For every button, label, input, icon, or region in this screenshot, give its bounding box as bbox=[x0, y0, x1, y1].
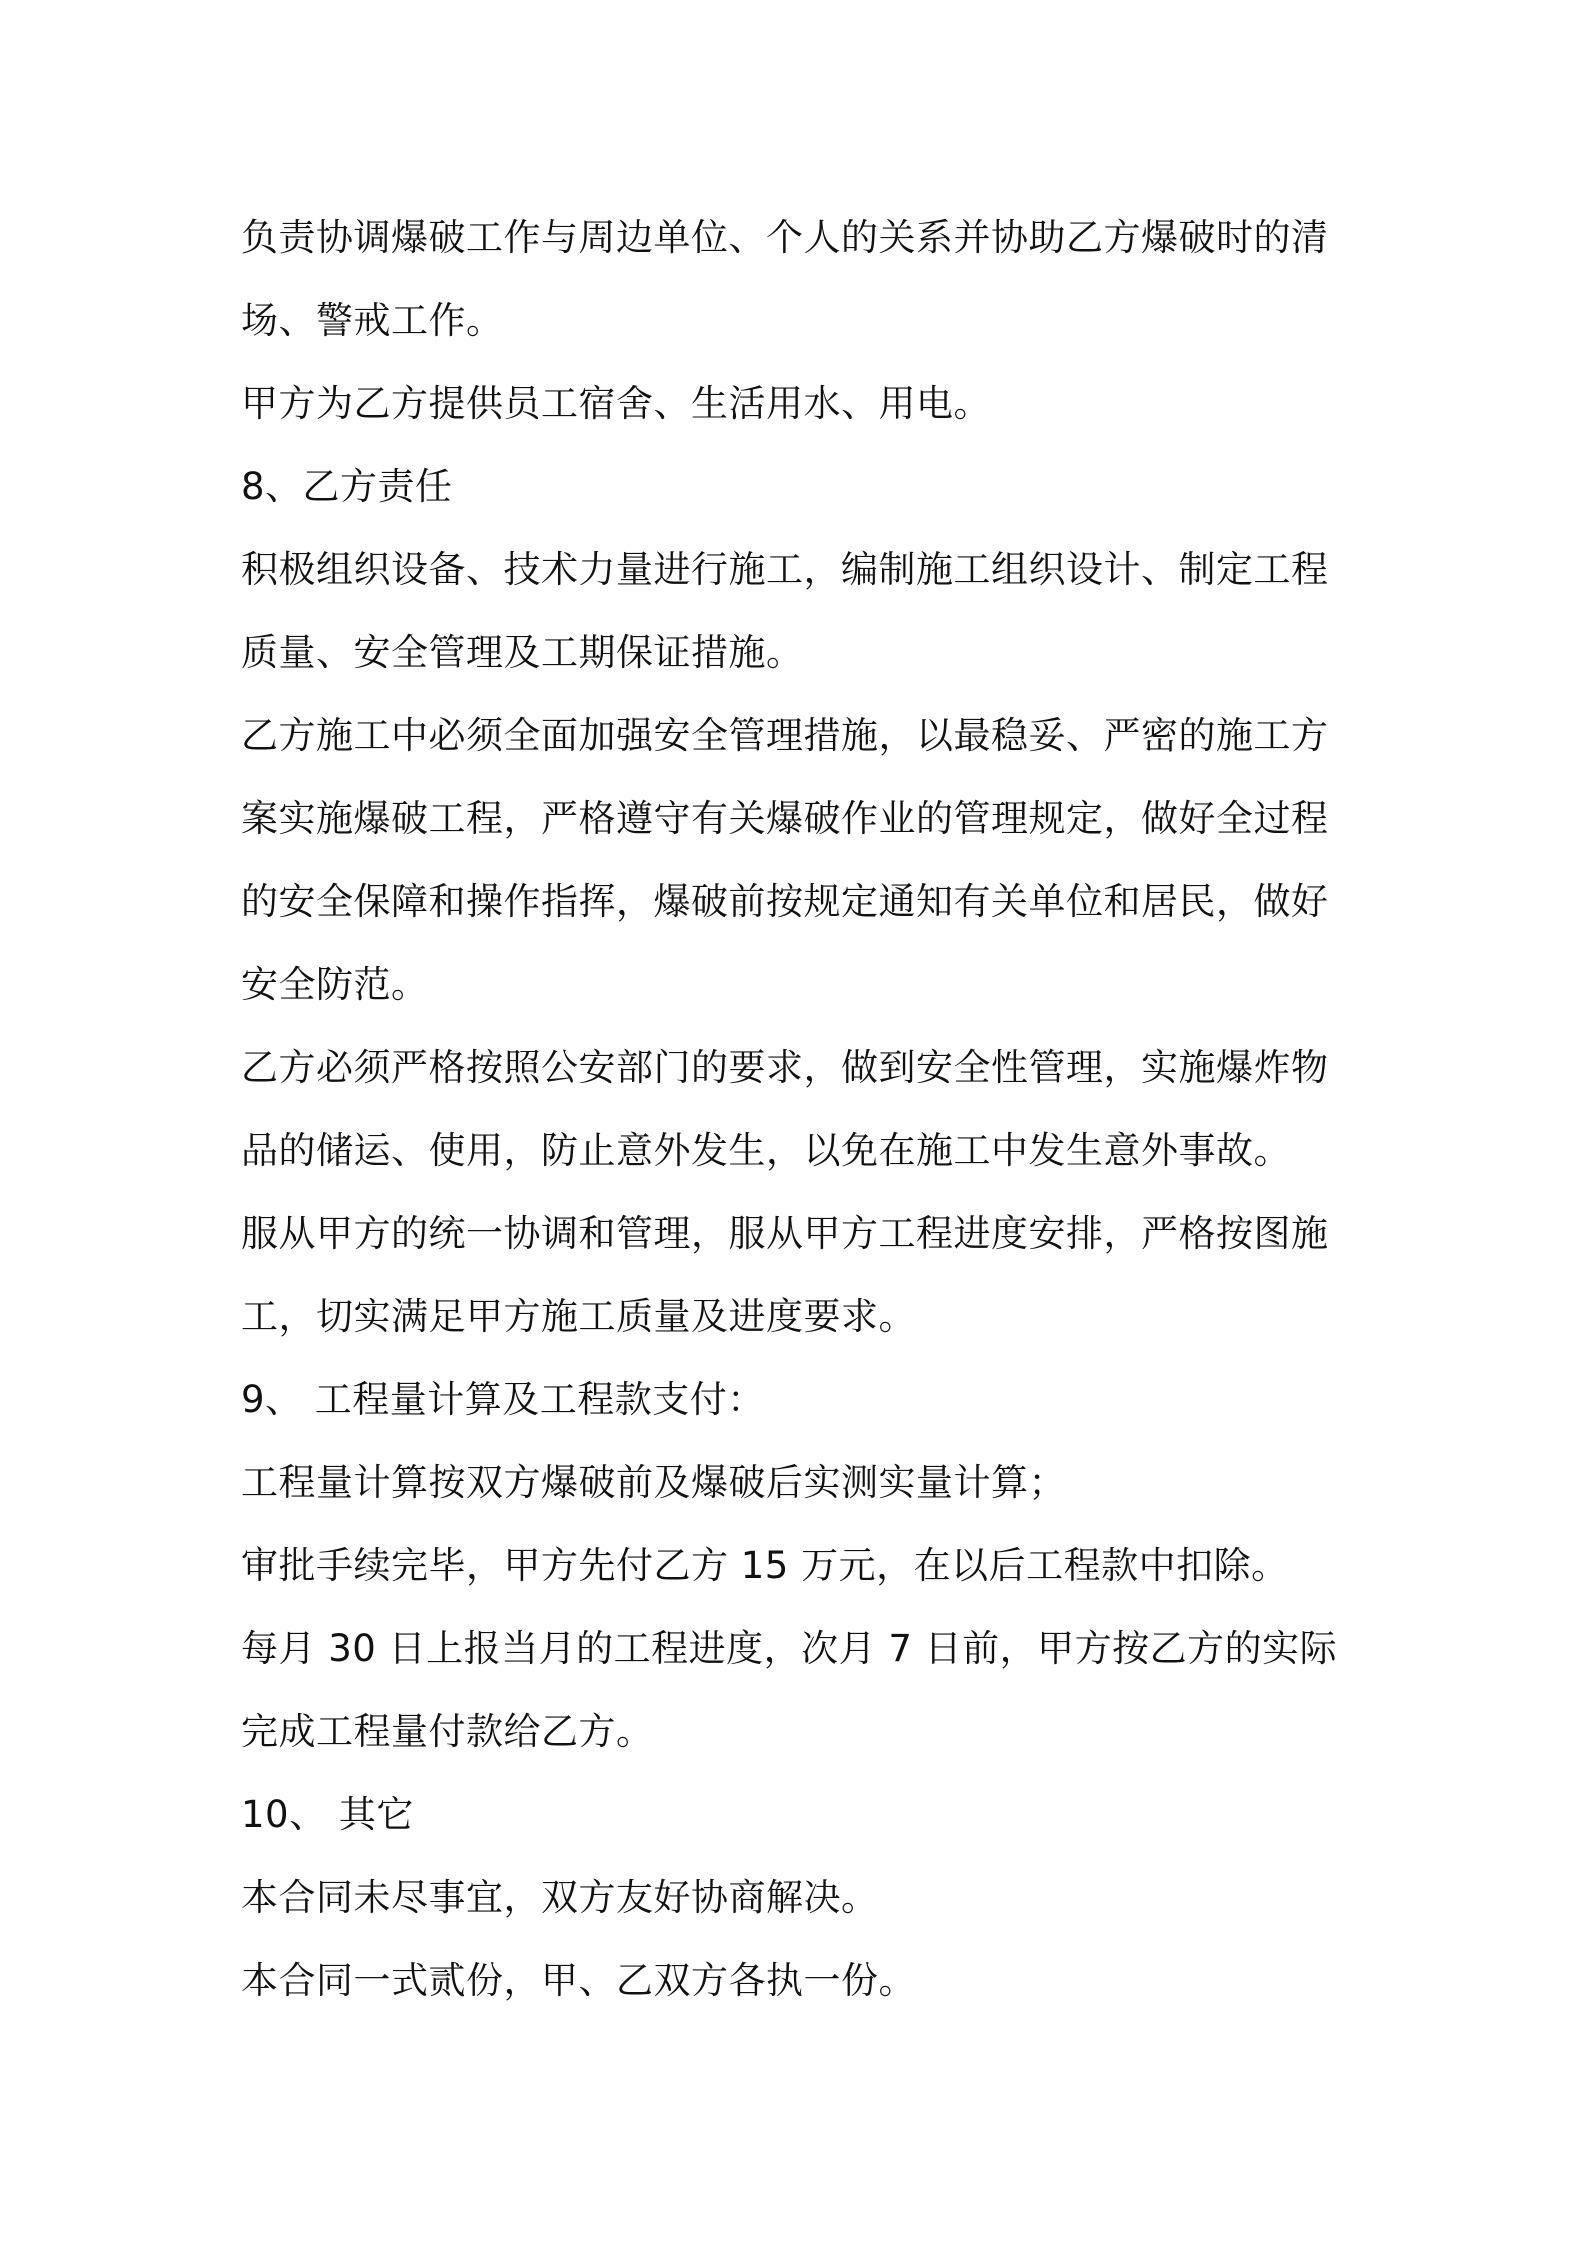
document-body bbox=[241, 196, 1361, 2022]
paragraph-advance-payment: 审批手续完毕，甲方先付乙方 15 万元，在以后工程款中扣除。 bbox=[241, 1544, 1289, 1587]
paragraph-organize-equipment: 积极组织设备、技术力量进行施工，编制施工组织设计、制定工程质量、安全管理及工期保证措施。 bbox=[241, 548, 1329, 674]
paragraph-unresolved-matters: 本合同未尽事宜，双方友好协商解决。 bbox=[241, 1876, 879, 1919]
paragraph-monthly-progress: 每月 30 日上报当月的工程进度，次月 7 日前，甲方按乙方的实际完成工程量付款给乙方。 bbox=[241, 1627, 1338, 1753]
paragraph-follow-coordination: 服从甲方的统一协调和管理，服从甲方工程进度安排，严格按图施工，切实满足甲方施工质量及进度要求。 bbox=[241, 1212, 1329, 1338]
section-heading-8: 8、乙方责任 bbox=[241, 465, 453, 508]
paragraph-copies: 本合同一式贰份，甲、乙双方各执一份。 bbox=[241, 1959, 916, 2002]
paragraph-accommodation: 甲方为乙方提供员工宿舍、生活用水、用电。 bbox=[241, 382, 991, 425]
section-heading-10: 10、 其它 bbox=[241, 1793, 414, 1836]
paragraph-coordination: 负责协调爆破工作与周边单位、个人的关系并协助乙方爆破时的清场、警戒工作。 bbox=[241, 216, 1329, 342]
section-heading-9: 9、 工程量计算及工程款支付： bbox=[241, 1378, 765, 1421]
paragraph-safety-management: 乙方施工中必须全面加强安全管理措施，以最稳妥、严密的施工方案实施爆破工程，严格遵守有关爆破作业的管理规定，做好全过程的安全保障和操作指挥，爆破前按规定通知有关单位和居民，做好安全防范。 bbox=[241, 714, 1329, 1006]
paragraph-quantity-calculation: 工程量计算按双方爆破前及爆破后实测实量计算； bbox=[241, 1461, 1066, 1504]
paragraph-police-requirements: 乙方必须严格按照公安部门的要求，做到安全性管理，实施爆炸物品的储运、使用，防止意外发生，以免在施工中发生意外事故。 bbox=[241, 1046, 1329, 1172]
